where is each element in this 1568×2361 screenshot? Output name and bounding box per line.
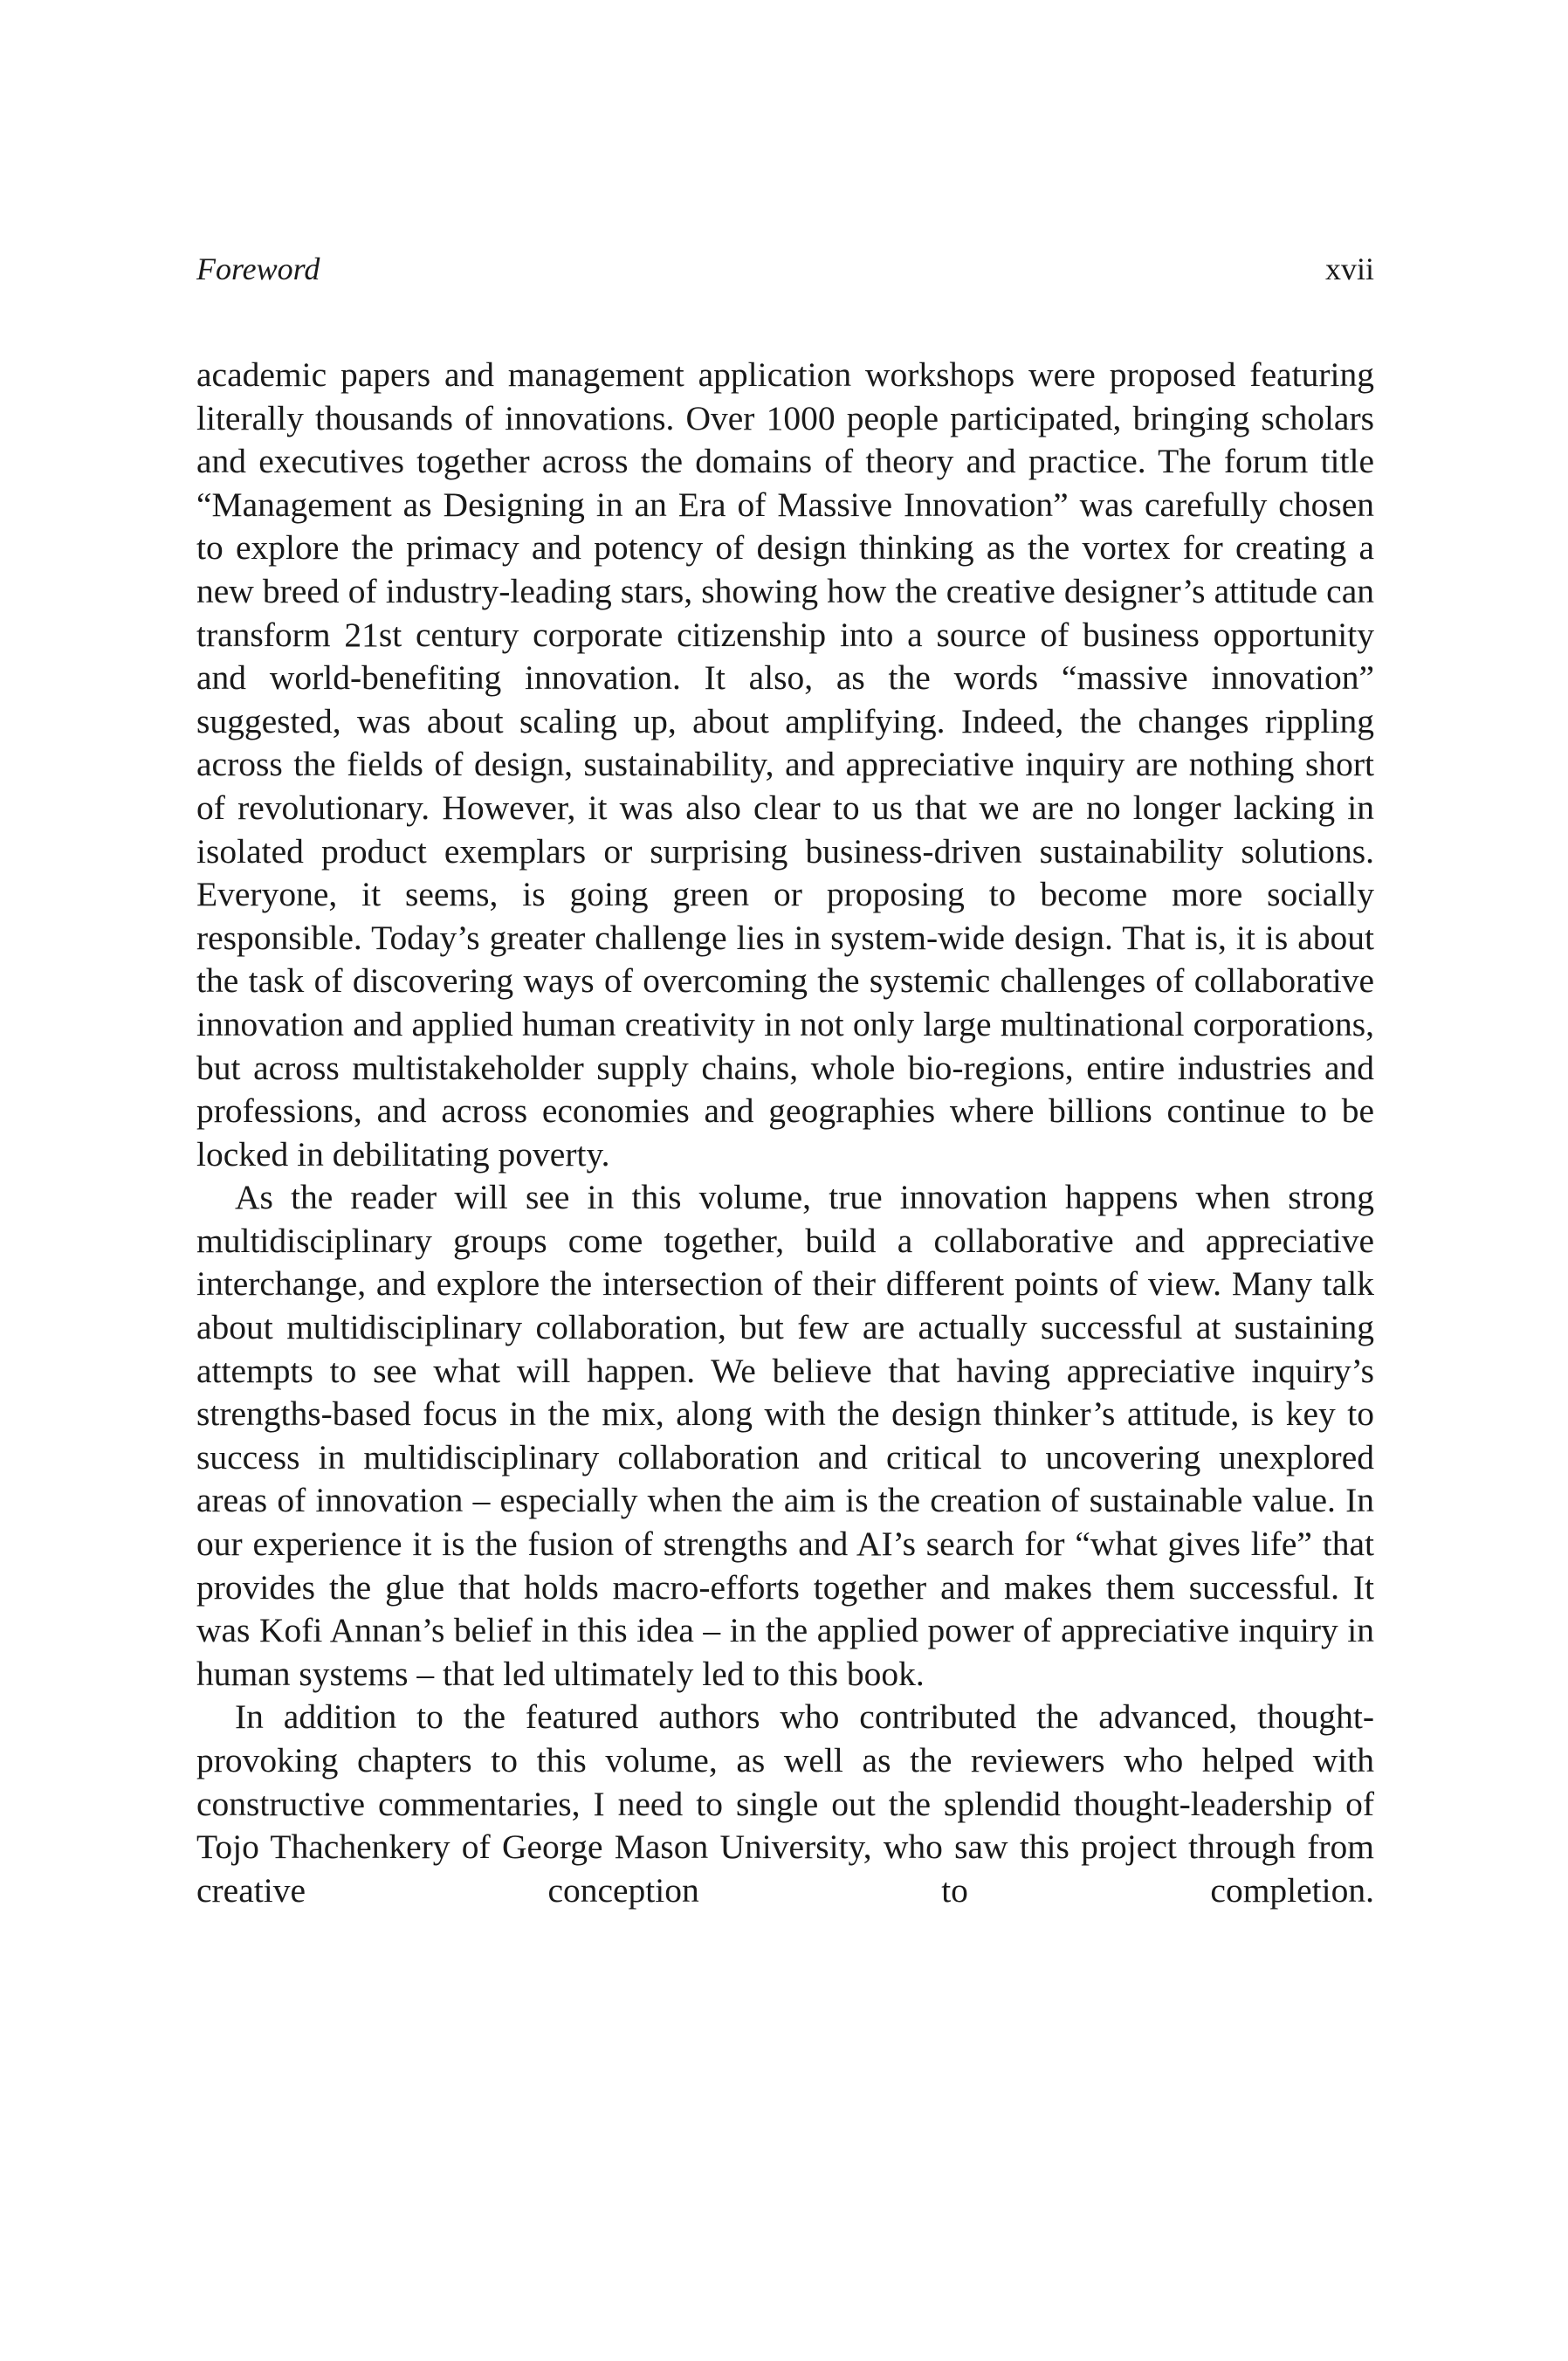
paragraph: As the reader will see in this volume, true innovation happens when strong multidisciplinary groups come together, build a collaborative and appreciative interchange, and explore the intersection of their different points of view. Many talk about multidisciplinary collaboration, but few are actually successful at sustaining attempts to see what will happen. We believe that having appreciative inquiry’s strengths-based focus in the mix, along with the design thinker’s attitude, is key to success in multidisciplinary collaboration and critical to uncovering unexplored areas of innovation – especially when the aim is the creation of sustainable value. In our experience it is the fusion of strengths and AI’s search for “what gives life” that provides the glue that holds macro-efforts together and makes them successful. It was Kofi Annan’s belief in this idea – in the applied power of appreciative inquiry in human systems – that led ultimately led to this book.	[196, 1178, 1374, 1693]
page-number: xvii	[1324, 251, 1374, 286]
paragraph: In addition to the featured authors who contributed the advanced, thought-provoking chapters to this volume, as well as the reviewers who helped with constructive commentaries, I need to single out the splendid thought-leadership of Tojo Thachenkery of George Mason University, who saw this project through from creative conception to completion.	[196, 1697, 1374, 1910]
running-head	[196, 246, 1374, 292]
body-text	[196, 354, 1374, 1912]
paragraph-continued: academic papers and management application workshops were proposed featuring literally thousands of innovations. Over 1000 people participated, bringing scholars and executives together across the domains of theory and practice. The forum title “Management as Designing in an Era of Massive Innovation” was carefully chosen to explore the primacy and potency of design thinking as the vortex for creating a new breed of industry-leading stars, showing how the creative designer’s attitude can transform 21st century corporate citizenship into a source of business opportunity and world-benefiting innovation. It also, as the words “massive innovation” suggested, was about scaling up, about amplifying. Indeed, the changes rippling across the fields of design, sustainability, and appreciative inquiry are nothing short of revolutionary. However, it was also clear to us that we are no longer lacking in isolated product exemplars or surprising business-driven sustainability solutions. Everyone, it seems, is going green or proposing to become more socially responsible. Today’s greater challenge lies in system-wide design. That is, it is about the task of discovering ways of overcoming the systemic challenges of collaborative innovation and applied human creativity in not only large multinational corporations, but across multistakeholder supply chains, whole bio-regions, entire industries and professions, and across economies and geographies where billions continue to be locked in debilitating poverty.	[196, 355, 1374, 1174]
section-title: Foreword	[196, 251, 320, 286]
